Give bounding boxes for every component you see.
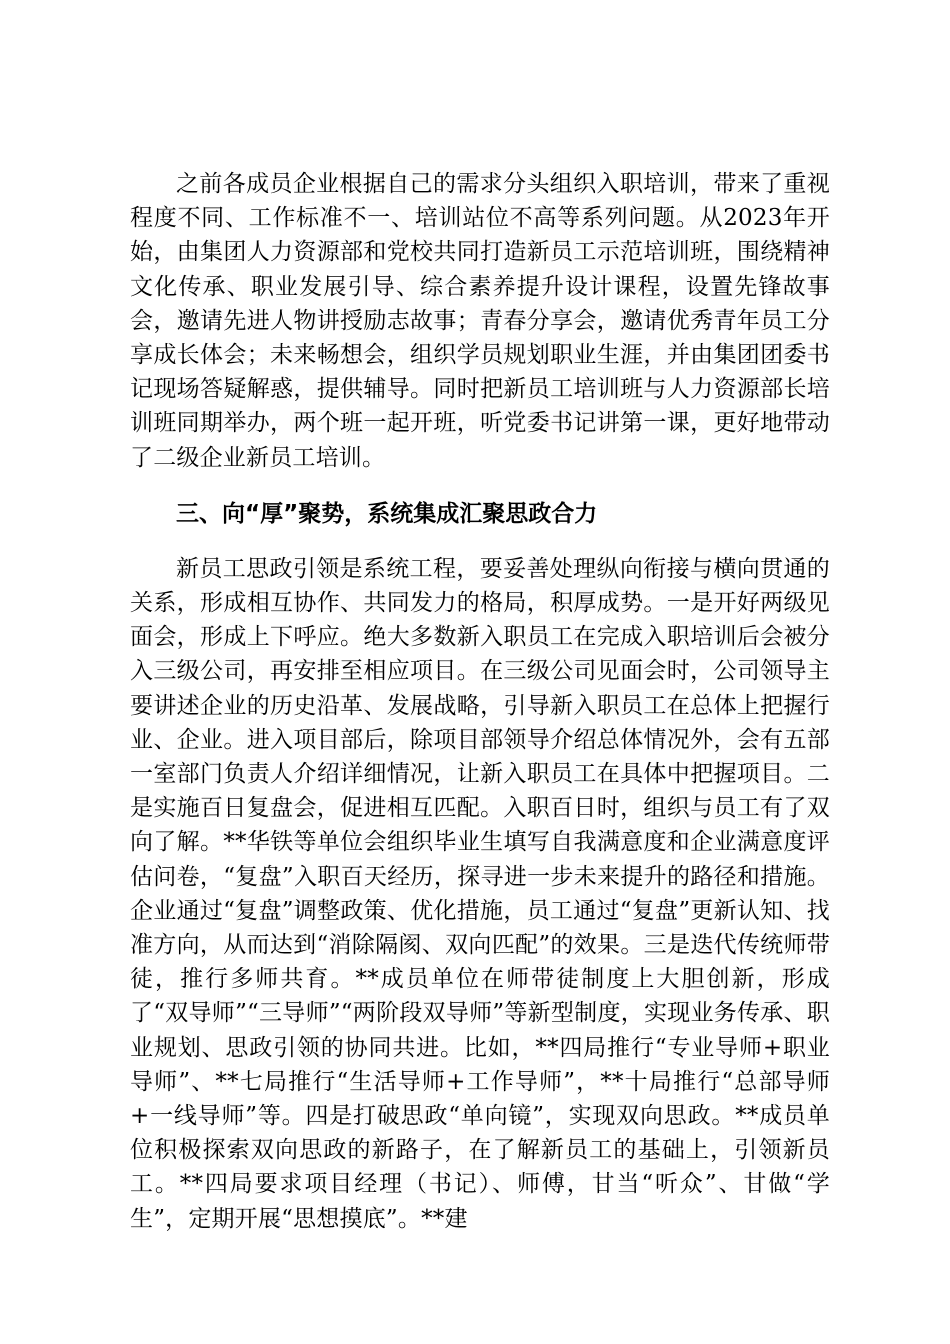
section-heading: 三、向“厚”聚势，系统集成汇聚思政合力 — [176, 500, 598, 527]
body-paragraph: 之前各成员企业根据自己的需求分头组织入职培训，带来了重视程度不同、工作标准不一、培训站位不高等系列问题。从2023年开始，由集团人力资源部和党校共同打造新员工示范培训班，围绕精神文化传承、职业发展引导、综合素养提升设计课程，设置先锋故事会，邀请先进人物讲授励志故事；青春分享会，邀请优秀青年员工分享成长体会；未来畅想会，组织学员规划职业生涯，并由集团团委书记现场答疑解惑，提供辅导。同时把新员工培训班与人力资源部长培训班同期举办，两个班一起开班，听党委书记讲第一课，更好地带动了二级企业新员工培训。 — [130, 171, 830, 471]
document-page — [130, 167, 830, 1236]
body-paragraph: 新员工思政引领是系统工程，要妥善处理纵向衔接与横向贯通的关系，形成相互协作、共同发力的格局，积厚成势。一是开好两级见面会，形成上下呼应。绝大多数新入职员工在完成入职培训后会被分入三级公司，再安排至相应项目。在三级公司见面会时，公司领导主要讲述企业的历史沿革、发展战略，引导新入职员工在总体上把握行业、企业。进入项目部后，除项目部领导介绍总体情况外，会有五部一室部门负责人介绍详细情况，让新入职员工在具体中把握项目。二是实施百日复盘会，促进相互匹配。入职百日时，组织与员工有了双向了解。**华铁等单位会组织毕业生填写自我满意度和企业满意度评估问卷，“复盘”入职百天经历，探寻进一步未来提升的路径和措施。企业通过“复盘”调整政策、优化措施，员工通过“复盘”更新认知、找准方向，从而达到“消除隔阂、双向匹配”的效果。三是迭代传统师带徒，推行多师共育。**成员单位在师带徒制度上大胆创新，形成了“双导师”“三导师”“两阶段双导师”等新型制度，实现业务传承、职业规划、思政引领的协同共进。比如，**四局推行“专业导师+职业导师”、**七局推行“生活导师+工作导师”，**十局推行“总部导师+一线导师”等。四是打破思政“单向镜”，实现双向思政。**成员单位积极探索双向思政的新路子，在了解新员工的基础上，引领新员工。**四局要求项目经理（书记）、师傅，甘当“听众”、甘做“学生”，定期开展“思想摸底”。**建 — [130, 555, 830, 1232]
